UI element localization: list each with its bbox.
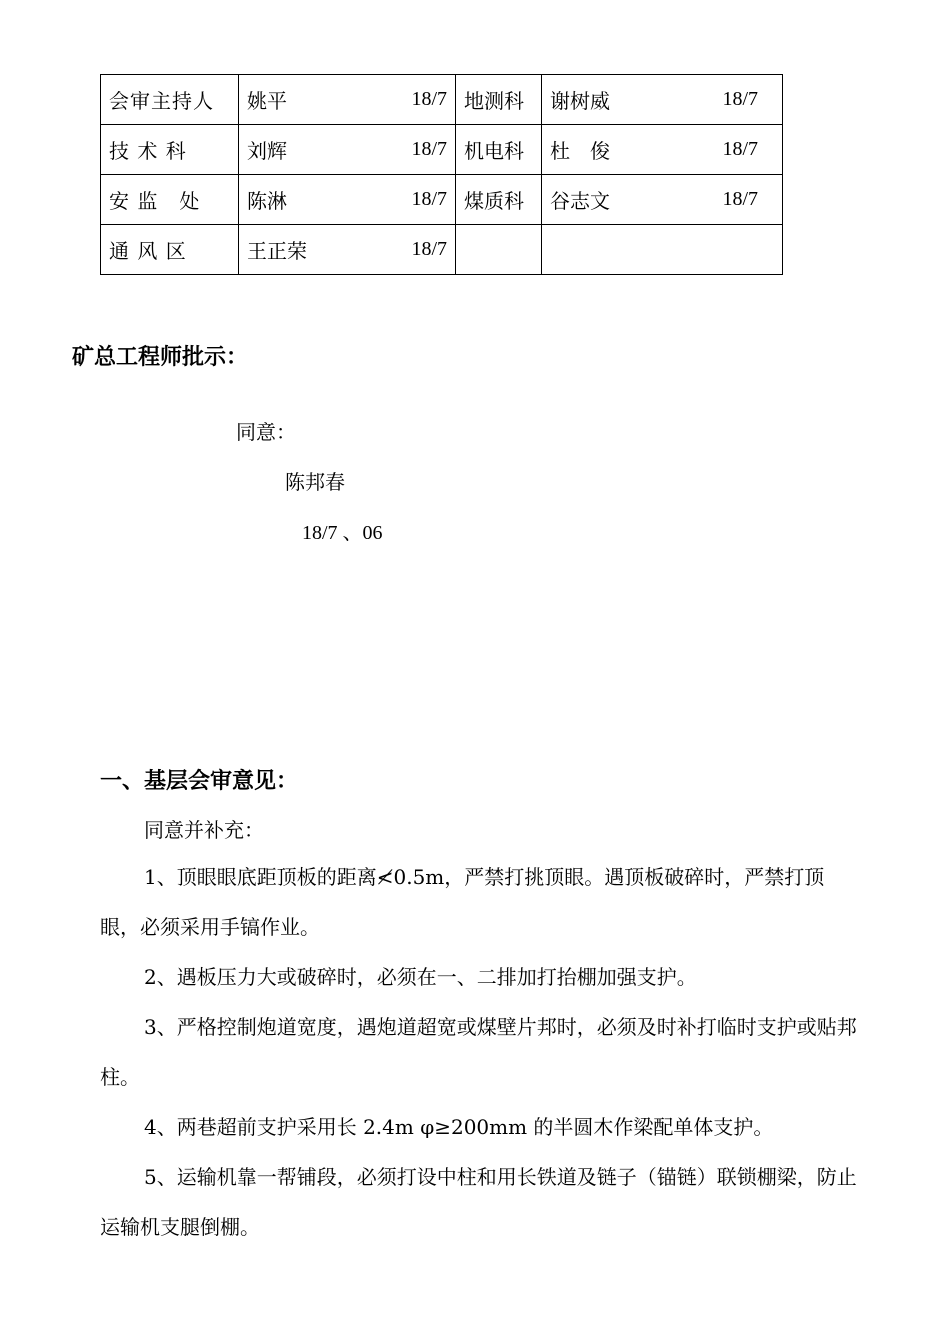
table-row [101,175,783,225]
list-item: 1、顶眼眼底距顶板的距离≮0.5m，严禁打挑顶眼。遇顶板破碎时，严禁打顶眼，必须采用手镐作业。 [100,865,825,939]
review-signature-table [100,74,783,275]
department-cell [456,225,542,275]
list-item: 2、遇板压力大或破碎时，必须在一、二排加打抬棚加强支护。 [144,965,697,989]
signature-cell [542,225,783,275]
signer-name: 杜 俊 [550,139,610,163]
signature-cell [239,175,456,225]
list-item: 3、严格控制炮道宽度，遇炮道超宽或煤壁片邦时，必须及时补打临时支护或贴邦柱。 [100,1015,857,1089]
department-cell: 技 术 科 [101,125,239,175]
sign-date: 18/7 [722,188,758,210]
department-cell: 机电科 [456,125,542,175]
sign-date: 18/7 [411,238,447,260]
chief-engineer-heading: 矿总工程师批示： [72,345,249,370]
department-cell: 通 风 区 [101,225,239,275]
table-row [101,75,783,125]
signer-name: 陈淋 [247,189,287,213]
signer-name: 谢树威 [550,89,610,113]
signature-cell [239,75,456,125]
section-intro: 同意并补充： [144,818,264,842]
sign-date: 18/7 [722,88,758,110]
approval-text: 同意： [236,420,296,444]
signature-cell [542,75,783,125]
sign-date: 18/7 [411,88,447,110]
signer-name: 姚平 [247,89,287,113]
signature-cell [239,125,456,175]
department-cell: 煤质科 [456,175,542,225]
sign-date: 18/7 [411,188,447,210]
approval-date: 18/7 、06 [302,522,383,544]
signature-cell [542,125,783,175]
list-item: 4、两巷超前支护采用长 2.4m φ≥200mm 的半圆木作梁配单体支护。 [144,1115,774,1139]
signer-name: 陈邦春 [285,470,345,494]
signer-name: 王正荣 [247,239,307,263]
sign-date: 18/7 [722,138,758,160]
sign-date: 18/7 [411,138,447,160]
signer-name: 谷志文 [550,189,610,213]
department-cell: 安 监 处 [101,175,239,225]
department-cell: 地测科 [456,75,542,125]
list-item: 5、运输机靠一帮铺段，必须打设中柱和用长铁道及链子（锚链）联锁棚梁，防止运输机支腿倒棚。 [100,1165,857,1239]
signature-cell [542,175,783,225]
signer-name: 刘辉 [247,139,287,163]
table-row [101,225,783,275]
section-heading: 一、基层会审意见： [100,769,299,794]
table-row [101,125,783,175]
signature-cell [239,225,456,275]
department-cell: 会审主持人 [101,75,239,125]
